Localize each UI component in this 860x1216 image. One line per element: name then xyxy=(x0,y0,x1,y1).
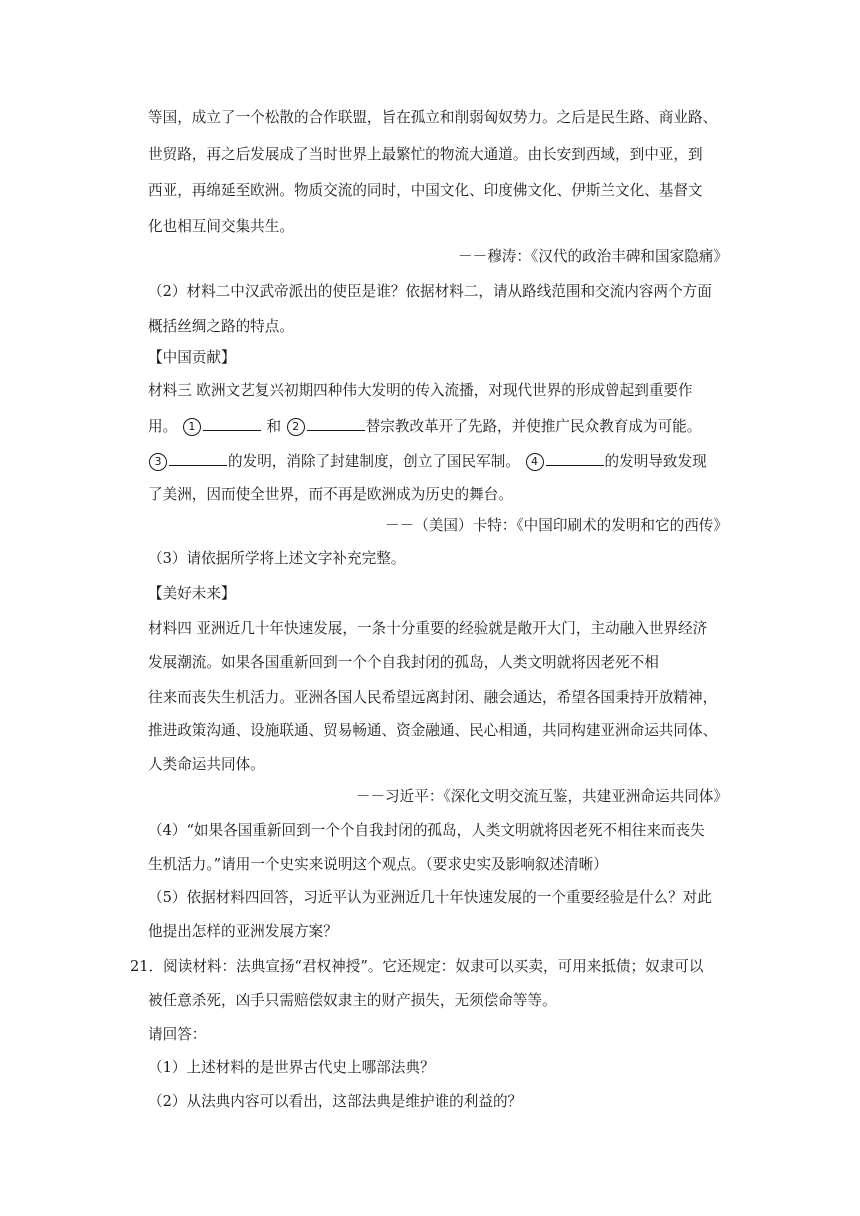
question5-line1: （5）依据材料四回答，习近平认为亚洲近几十年快速发展的一个重要经验是什么？对此 xyxy=(148,889,712,906)
fill-blank-4 xyxy=(546,451,604,466)
material2-line4: 化也相互间交集共生。 xyxy=(148,218,294,235)
question21-line2: 被任意杀死，凶手只需赔偿奴隶主的财产损失，无须偿命等等。 xyxy=(148,992,557,1009)
question21-number: 21． xyxy=(130,958,164,975)
material3-line2 xyxy=(148,416,732,437)
question21-text: 阅读材料：法典宣扬“君权神授”。它还规定：奴隶可以买卖，可用来抵债；奴隶可以 xyxy=(163,958,704,975)
material3-line2-end: 替宗教改革开了先路，并使推广民众教育成为可能。 xyxy=(365,418,702,435)
circled-number-1: 1 xyxy=(183,418,201,436)
fill-blank-3 xyxy=(169,451,227,466)
material3-citation: －－（美国）卡特：《中国印刷术的发明和它的西传》 xyxy=(385,517,728,534)
question21-line1 xyxy=(130,957,714,977)
material4-line1: 材料四 亚洲近几十年快速发展，一条十分重要的经验就是敞开大门，主动融入世界经济 xyxy=(148,620,708,637)
material4-citation: －－习近平：《深化文明交流互鉴，共建亚洲命运共同体》 xyxy=(355,788,728,805)
material2-line3: 西亚，再绵延至欧洲。物质交流的同时，中国文化、印度佛文化、伊斯兰文化、基督文 xyxy=(148,182,703,199)
material3-line3-middle: 的发明，消除了封建制度，创立了国民军制。 xyxy=(228,453,525,470)
material2-line2: 世贸路，再之后发展成了当时世界上最繁忙的物流大通道。由长安到西域，到中亚，到 xyxy=(148,146,703,163)
material4-line5: 人类命运共同体。 xyxy=(148,756,265,773)
circled-number-3: 3 xyxy=(149,453,167,471)
material3-line2-and: 和 xyxy=(266,418,286,435)
question3: （3）请依据所学将上述文字补充完整。 xyxy=(148,550,406,567)
material3-line4: 了美洲，因而使全世界，而不再是欧洲成为历史的舞台。 xyxy=(148,486,513,503)
question4-line1: （4）“如果各国重新回到一个个自我封闭的孤岛，人类文明就将因老死不相往来而丧失 xyxy=(148,822,705,839)
question5-line2: 他提出怎样的亚洲发展方案？ xyxy=(148,923,338,940)
material4-line3: 往来而丧失生机活力。亚洲各国人民希望远离封闭、融会通达，希望各国秉持开放精神， xyxy=(148,689,718,706)
circled-number-4: 4 xyxy=(526,453,544,471)
question4-line2: 生机活力。”请用一个史实来说明这个观点。（要求史实及影响叙述清晰） xyxy=(148,856,608,873)
question21-prompt: 请回答： xyxy=(148,1026,207,1043)
question21-sub2: （2）从法典内容可以看出，这部法典是维护谁的利益的？ xyxy=(148,1093,523,1110)
fill-blank-1 xyxy=(203,416,261,431)
question2-line2: 概括丝绸之路的特点。 xyxy=(148,318,294,335)
material4-line2: 发展潮流。如果各国重新回到一个个自我封闭的孤岛，人类文明就将因老死不相 xyxy=(148,654,659,671)
material3-line3 xyxy=(148,451,732,472)
question2-line1: （2）材料二中汉武帝派出的使臣是谁？依据材料二，请从路线范围和交流内容两个方面 xyxy=(148,283,712,300)
material2-citation: －－穆涛：《汉代的政治丰碑和国家隐痛》 xyxy=(458,248,728,265)
section-heading-china: 【中国贡献】 xyxy=(148,349,236,366)
section-heading-future: 【美好未来】 xyxy=(148,585,236,602)
fill-blank-2 xyxy=(307,416,365,431)
material2-line1: 等国，成立了一个松散的合作联盟，旨在孤立和削弱匈奴势力。之后是民生路、商业路、 xyxy=(148,109,718,126)
question21-sub1: （1）上述材料的是世界古代史上哪部法典？ xyxy=(148,1059,435,1076)
circled-number-2: 2 xyxy=(287,418,305,436)
material3-line2-start: 用。 xyxy=(148,418,182,435)
material4-line4: 推进政策沟通、设施联通、贸易畅通、资金融通、民心相通，共同构建亚洲命运共同体、 xyxy=(148,722,718,739)
material3-line3-end: 的发明导致发现 xyxy=(604,453,707,470)
material3-line1: 材料三 欧洲文艺复兴初期四种伟大发明的传入流播，对现代世界的形成曾起到重要作 xyxy=(148,382,693,399)
